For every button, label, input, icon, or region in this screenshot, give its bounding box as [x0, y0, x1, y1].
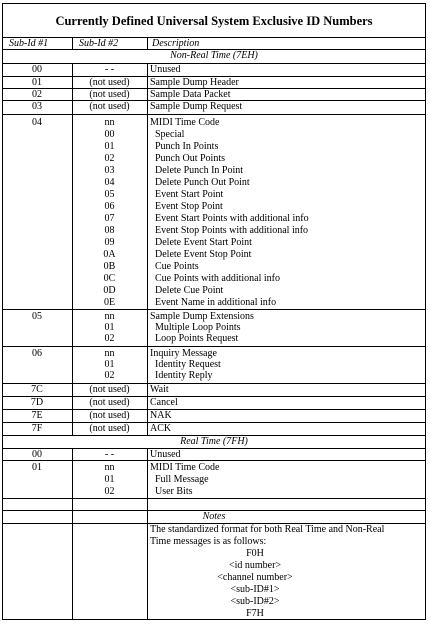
table-row [3, 397, 425, 410]
notes-text-line: Time messages is as follows: [150, 536, 267, 547]
description-cell: MIDI Time Code [150, 117, 220, 128]
sub-id-2-cell: (not used) [89, 423, 130, 434]
sub-id-1-cell: 7C [31, 384, 43, 395]
sub-id-2-cell: (not used) [89, 397, 130, 408]
description-cell: User Bits [155, 486, 193, 497]
description-cell: Sample Dump Extensions [150, 311, 254, 322]
section-label-text: Non-Real Time (7EH) [170, 50, 258, 61]
table-row [3, 449, 425, 461]
description-cell: Multiple Loop Points [155, 322, 241, 333]
sub-id-2-cell: 01 [104, 359, 115, 370]
description-cell: Event Stop Point [155, 201, 223, 212]
sub-id-1-cell: 7E [31, 410, 43, 421]
sub-id-1-cell: 00 [32, 64, 42, 75]
description-cell: Delete Punch Out Point [155, 177, 250, 188]
description-cell: Punch Out Points [155, 153, 226, 164]
description-cell: Unused [150, 449, 181, 460]
section-label-nonrealtime [3, 50, 425, 64]
sub-id-2-cell: 01 [104, 141, 115, 152]
description-cell: Punch In Points [155, 141, 219, 152]
sub-id-2-cell: 02 [104, 153, 115, 164]
format-line: <id number> [228, 560, 282, 571]
description-cell: Delete Event Stop Point [155, 249, 252, 260]
description-cell: Identity Request [155, 359, 221, 370]
description-cell: Delete Event Start Point [155, 237, 252, 248]
header-description: Description [152, 38, 200, 49]
description-cell: NAK [150, 410, 172, 421]
sub-id-2-cell: 0B [103, 261, 116, 272]
description-cell: Delete Cue Point [155, 285, 224, 296]
table-row [3, 384, 425, 397]
table-row [3, 423, 425, 436]
table-row [3, 410, 425, 423]
sub-id-2-cell: nn [104, 462, 115, 473]
description-cell: ACK [150, 423, 172, 434]
description-cell: Cue Points [155, 261, 199, 272]
section-label-realtime [3, 436, 425, 449]
sub-id-2-cell: (not used) [89, 384, 130, 395]
table-row [3, 64, 425, 77]
description-cell: Event Stop Points with additional info [155, 225, 309, 236]
description-cell: Cue Points with additional info [155, 273, 280, 284]
description-cell: Identity Reply [155, 370, 213, 381]
sub-id-2-cell: 02 [104, 370, 115, 381]
sub-id-2-cell: 01 [104, 474, 115, 485]
table-row-spacer [3, 499, 425, 511]
sub-id-1-cell: 04 [32, 117, 42, 128]
sub-id-2-cell: 0C [103, 273, 116, 284]
sub-id-2-cell: 09 [104, 237, 115, 248]
sub-id-1-cell: 7F [31, 423, 43, 434]
description-cell: Unused [150, 64, 181, 75]
sub-id-2-cell: - - [104, 64, 115, 75]
format-line: F7H [246, 608, 264, 619]
table-row-group-rt-mtc [3, 461, 425, 499]
header-row [3, 38, 73, 50]
table-title: Currently Defined Universal System Exclusive ID Numbers [3, 4, 425, 38]
sub-id-1-cell: 05 [32, 311, 42, 322]
sub-id-2-cell: 08 [104, 225, 115, 236]
section-label-text: Real Time (7FH) [180, 436, 248, 447]
sub-id-1-cell: 01 [32, 77, 42, 88]
table-row [3, 77, 425, 89]
sub-id-2-cell: 01 [104, 322, 115, 333]
notes-body [3, 524, 425, 620]
notes-label-text: Notes [202, 511, 226, 522]
header-row-col3 [151, 38, 425, 50]
description-cell: Full Message [155, 474, 209, 485]
table-row-group-inquiry [3, 347, 425, 384]
sub-id-2-cell: (not used) [89, 89, 130, 100]
description-cell: Event Start Points with additional info [155, 213, 309, 224]
sub-id-2-cell: (not used) [89, 410, 130, 421]
description-cell: Loop Points Request [155, 333, 239, 344]
description-cell: Event Name in additional info [155, 297, 277, 308]
format-line: <sub-ID#1> [230, 584, 280, 595]
sub-id-2-cell: 0E [103, 297, 116, 308]
sub-id-1-cell: 00 [32, 449, 42, 460]
sub-id-1-cell: 7D [30, 397, 44, 408]
header-sub-id-2: Sub-Id #2 [79, 38, 119, 49]
header-row-col2 [73, 38, 151, 50]
sub-id-2-cell: (not used) [89, 77, 130, 88]
sub-id-2-cell: 00 [104, 129, 115, 140]
sub-id-2-cell: 0A [103, 249, 116, 260]
format-line: F0H [246, 548, 264, 559]
sub-id-1-cell: 02 [32, 89, 42, 100]
table-row [3, 89, 425, 101]
sub-id-2-cell: nn [104, 117, 115, 128]
table-row [3, 101, 425, 115]
sub-id-2-cell: 05 [104, 189, 115, 200]
description-cell: Delete Punch In Point [155, 165, 244, 176]
header-sub-id-1: Sub-Id #1 [9, 38, 49, 49]
notes-text-line: The standardized format for both Real Time and Non-Real [150, 524, 385, 535]
description-cell: Special [155, 129, 185, 140]
description-cell: Cancel [150, 397, 178, 408]
sub-id-2-cell: 07 [104, 213, 115, 224]
section-label-notes [3, 511, 425, 524]
description-cell: Inquiry Message [150, 348, 217, 359]
sub-id-2-cell: 0D [103, 285, 116, 296]
description-cell: Sample Data Packet [150, 89, 231, 100]
sub-id-2-cell: 02 [104, 486, 115, 497]
sub-id-2-cell: 06 [104, 201, 115, 212]
description-cell: Wait [150, 384, 169, 395]
table-row-group-sde [3, 310, 425, 347]
sub-id-2-cell: (not used) [89, 101, 130, 112]
sub-id-2-cell: nn [104, 348, 115, 359]
sub-id-1-cell: 06 [32, 348, 42, 359]
sub-id-2-cell: 04 [104, 177, 115, 188]
table-row-group-mtc [3, 115, 425, 310]
description-cell: Sample Dump Header [150, 77, 239, 88]
sub-id-2-cell: - - [104, 449, 115, 460]
format-line: <channel number> [217, 572, 293, 583]
sub-id-2-cell: nn [104, 311, 115, 322]
description-cell: MIDI Time Code [150, 462, 220, 473]
description-cell: Event Start Point [155, 189, 224, 200]
description-cell: Sample Dump Request [150, 101, 243, 112]
sub-id-2-cell: 03 [104, 165, 115, 176]
sub-id-2-cell: 02 [104, 333, 115, 344]
sub-id-1-cell: 01 [32, 462, 42, 473]
format-line: <sub-ID#2> [230, 596, 280, 607]
sub-id-1-cell: 03 [32, 101, 42, 112]
